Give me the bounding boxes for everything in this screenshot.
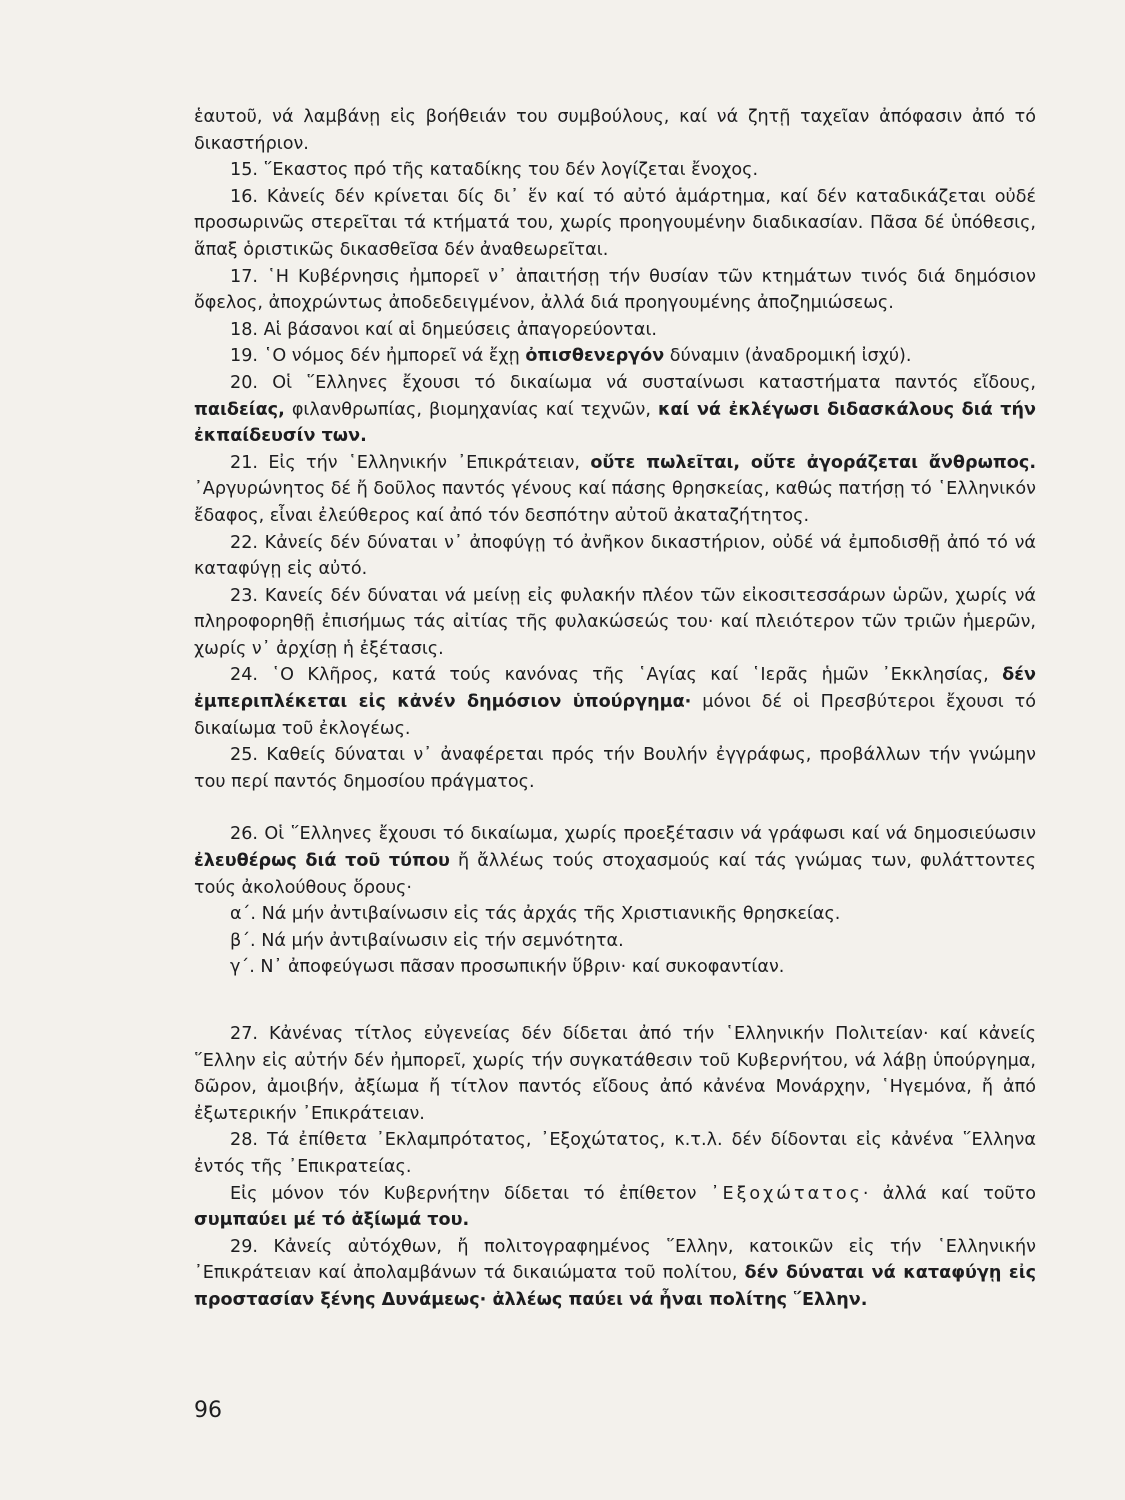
bold-phrase: ἐλευθέρως διά τοῦ τύπου bbox=[194, 851, 450, 872]
bold-phrase: παιδείας, bbox=[194, 399, 285, 420]
bold-phrase: δέν δύναται νά καταφύγῃ εἰς προστασίαν ξένης Δυνάμεως· ἀλλέως παύει νά ἦναι πολίτης ῞Ελλην. bbox=[194, 1263, 1036, 1310]
article-24: 24. ῾Ο Κλῆρος, κατά τούς κανόνας τῆς ῾Αγίας καί ῾Ιερᾶς ἡμῶν ᾿Εκκλησίας, δέν ἐμπεριπλέκεται εἰς κἀνέν δημόσιον ὑπούργημα· μόνοι δέ οἱ Πρεσβύτεροι ἔχουσι τό δικαίωμα τοῦ ἐκλογέως. bbox=[194, 665, 1036, 739]
bold-phrase: ὀπισθενεργόν bbox=[525, 346, 665, 367]
article-26: 26. Οἱ ῞Ελληνες ἔχουσι τό δικαίωμα, χωρίς προεξέτασιν νά γράφωσι καί νά δημοσιεύωσιν ἐλευθέρως διά τοῦ τύπου ἤ ἄλλέως τούς στοχασμούς καί τάς γνώμας των, φυλάττοντες τούς ἀκολούθους ὅρους· bbox=[194, 824, 1036, 898]
article-26-condition-a: α΄. Νά μήν ἀντιβαίνωσιν εἰς τάς ἀρχάς τῆς Χριστιανικῆς θρησκείας. bbox=[230, 904, 841, 925]
article-21: 21. Εἰς τήν ῾Ελληνικήν ᾿Επικράτειαν, οὔτε πωλεῖται, οὔτε ἀγοράζεται ἄνθρωπος. ᾿Αργυρώνητος δέ ἤ δοῦλος παντός γένους καί πάσης θρησκείας, καθώς πατήσῃ τό ῾Ελληνικόν ἔδαφος, εἶναι ἐλεύθερος καί ἀπό τόν δεσπότην αὐτοῦ ἀκαταζήτητος. bbox=[194, 452, 1036, 526]
spacer bbox=[194, 981, 1036, 1021]
bold-phrase: δέν ἐμπεριπλέκεται εἰς κἀνέν δημόσιον ὑπούργημα· bbox=[194, 665, 1036, 713]
paragraph-continuation: ἑαυτοῦ, νά λαμβάνῃ εἰς βοήθειάν του συμβούλους, καί νά ζητῇ ταχεῖαν ἀπόφασιν ἀπό τό δικαστήριον. bbox=[194, 107, 1036, 154]
article-23: 23. Κανείς δέν δύναται νά μείνῃ εἰς φυλακήν πλέον τῶν εἰκοσιτεσσάρων ὡρῶν, χωρίς νά πληροφορηθῇ ἐπισήμως τάς αἰτίας τῆς φυλακώσεώς του· καί πλειότερον τῶν τριῶν ἡμερῶν, χωρίς ν᾽ ἀρχίσῃ ἡ ἐξέτασις. bbox=[194, 585, 1036, 659]
spaced-title: ᾿Εξοχώτατος bbox=[710, 1183, 863, 1204]
article-28-continued: Εἰς μόνον τόν Κυβερνήτην δίδεται τό ἐπίθετον ᾿Εξοχώτατος· ἀλλά καί τοῦτο συμπαύει μέ τό ἀξίωμά του. bbox=[194, 1183, 1036, 1231]
page-number: 96 bbox=[194, 1398, 222, 1423]
bold-phrase: οὔτε πωλεῖται, οὔτε ἀγοράζεται ἄνθρωπος. bbox=[590, 452, 1036, 473]
bold-phrase: συμπαύει μέ τό ἀξίωμά του. bbox=[194, 1210, 470, 1231]
article-17: 17. ῾Η Κυβέρνησις ἠμπορεῖ ν᾽ ἀπαιτήσῃ τήν θυσίαν τῶν κτημάτων τινός διά δημόσιον ὄφελος, ἀποχρώντως ἀποδεδειγμένον, ἀλλά διά προηγουμένης ἀποζημιώσεως. bbox=[194, 266, 1036, 314]
article-22: 22. Κἀνείς δέν δύναται ν᾽ ἀποφύγῃ τό ἀνῆκον δικαστήριον, οὐδέ νά ἐμποδισθῇ ἀπό τό νά καταφύγῃ εἰς αὐτό. bbox=[194, 532, 1036, 580]
article-27: 27. Κἀνένας τίτλος εὐγενείας δέν δίδεται ἀπό τήν ῾Ελληνικήν Πολιτείαν· καί κἀνείς ῞Ελλην εἰς αὐτήν δέν ἠμπορεῖ, χωρίς τήν συγκατάθεσιν τοῦ Κυβερνήτου, νά λάβῃ ὑπούργημα, δῶρον, ἀμοιβήν, ἀξίωμα ἤ τίτλον παντός εἴδους ἀπό κἀνένα Μονάρχην, ῾Ηγεμόνα, ἤ ἀπό ἐξωτερικήν ᾿Επικράτειαν. bbox=[194, 1024, 1036, 1124]
article-26-condition-b: β΄. Νά μήν ἀντιβαίνωσιν εἰς τήν σεμνότητα. bbox=[230, 930, 624, 951]
body-text bbox=[194, 104, 1036, 1314]
article-25: 25. Καθείς δύναται ν᾽ ἀναφέρεται πρός τήν Βουλήν ἐγγράφως, προβάλλων τήν γνώμην του περί παντός δημοσίου πράγματος. bbox=[194, 745, 1036, 792]
article-28: 28. Τά ἐπίθετα ᾿Εκλαμπρότατος, ᾿Εξοχώτατος, κ.τ.λ. δέν δίδονται εἰς κἀνένα ῞Ελληνα ἐντός τῆς ᾿Επικρατείας. bbox=[194, 1130, 1036, 1177]
article-16: 16. Κἀνείς δέν κρίνεται δίς δι᾽ ἕν καί τό αὐτό ἁμάρτημα, καί δέν καταδικάζεται οὐδέ προσωρινῶς στερεῖται τά κτήματά του, χωρίς προηγουμένην διαδικασίαν. Πᾶσα δέ ὑπόθεσις, ἅπαξ ὁριστικῶς δικασθεῖσα δέν ἀναθεωρεῖται. bbox=[194, 186, 1036, 260]
bold-phrase: καί νά ἐκλέγωσι διδασκάλους διά τήν ἐκπαίδευσίν των. bbox=[194, 399, 1036, 447]
article-26-condition-c: γ΄. Ν᾽ ἀποφεύγωσι πᾶσαν προσωπικήν ὕβριν· καί συκοφαντίαν. bbox=[230, 957, 785, 978]
article-29: 29. Κἀνείς αὐτόχθων, ἤ πολιτογραφημένος ῞Ελλην, κατοικῶν εἰς τήν ῾Ελληνικήν ᾿Επικράτειαν καί ἀπολαμβάνων τά δικαιώματα τοῦ πολίτου, δέν δύναται νά καταφύγῃ εἰς προστασίαν ξένης Δυνάμεως· ἀλλέως παύει νά ἦναι πολίτης ῞Ελλην. bbox=[194, 1236, 1036, 1310]
article-18: 18. Αἱ βάσανοι καί αἱ δημεύσεις ἀπαγορεύονται. bbox=[230, 319, 658, 340]
article-20: 20. Οἱ ῞Ελληνες ἔχουσι τό δικαίωμα νά συσταίνωσι καταστήματα παντός εἴδους, παιδείας, φιλανθρωπίας, βιομηχανίας καί τεχνῶν, καί νά ἐκλέγωσι διδασκάλους διά τήν ἐκπαίδευσίν των. bbox=[194, 372, 1036, 447]
article-19: 19. ῾Ο νόμος δέν ἠμπορεῖ νά ἔχῃ ὀπισθενεργόν δύναμιν (ἀναδρομική ἰσχύ). bbox=[230, 346, 912, 367]
spacer bbox=[194, 795, 1036, 821]
article-15: 15. ῞Εκαστος πρό τῆς καταδίκης του δέν λογίζεται ἔνοχος. bbox=[230, 160, 759, 181]
